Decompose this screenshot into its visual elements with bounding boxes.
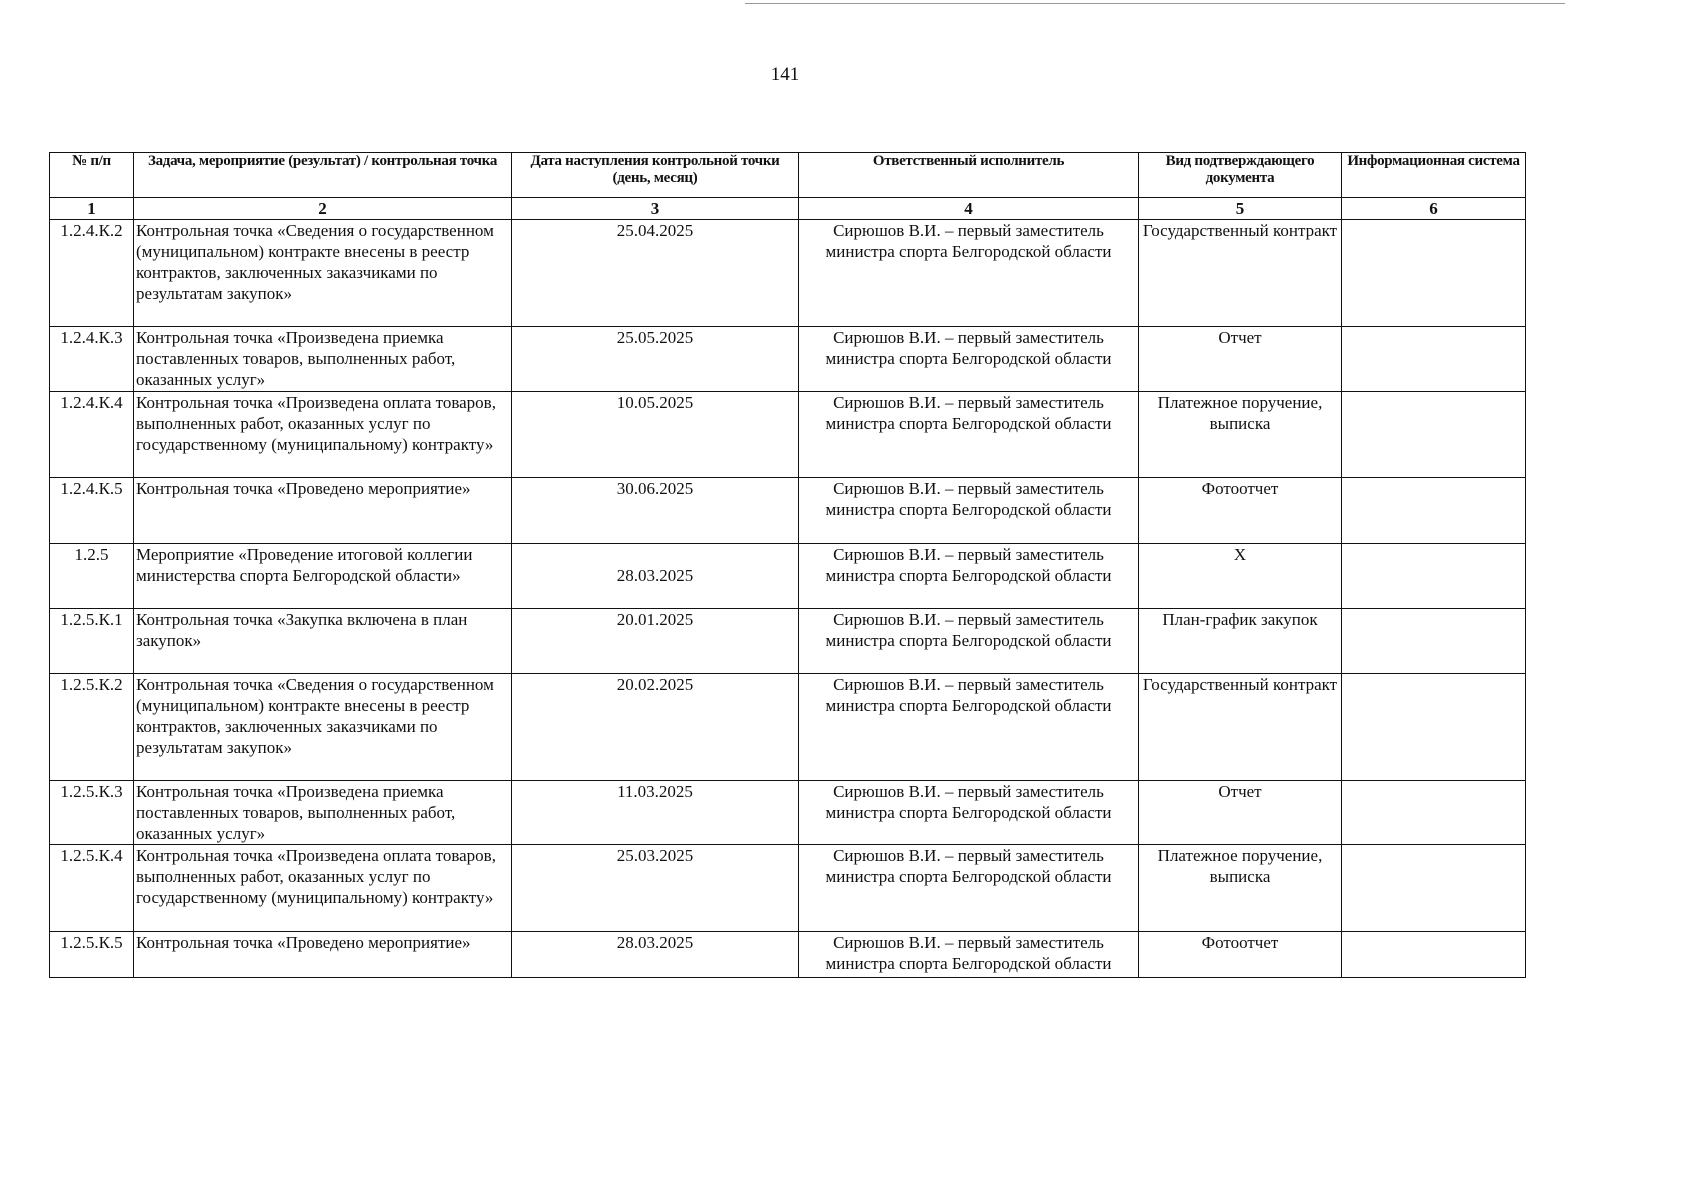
table-row bbox=[50, 478, 1526, 544]
row-responsible: Сирюшов В.И. – первый заместитель министра спорта Белгородской области bbox=[799, 327, 1139, 392]
row-task: Контрольная точка «Проведено мероприятие» bbox=[134, 478, 512, 544]
row-date: 10.05.2025 bbox=[512, 392, 799, 478]
row-document: Платежное поручение, выписка bbox=[1139, 845, 1342, 932]
row-responsible: Сирюшов В.И. – первый заместитель министра спорта Белгородской области bbox=[799, 220, 1139, 327]
page-number: 141 bbox=[770, 64, 800, 85]
row-number: 1.2.5.К.1 bbox=[50, 609, 134, 674]
row-system bbox=[1342, 392, 1526, 478]
top-edge-rule bbox=[745, 3, 1565, 4]
table-row bbox=[50, 609, 1526, 674]
row-task: Мероприятие «Проведение итоговой коллегии министерства спорта Белгородской области» bbox=[134, 544, 512, 609]
row-responsible: Сирюшов В.И. – первый заместитель министра спорта Белгородской области bbox=[799, 781, 1139, 845]
row-task: Контрольная точка «Сведения о государственном (муниципальном) контракте внесены в реестр контрактов, заключенных заказчиками по результатам закупок» bbox=[134, 674, 512, 781]
header-system: Информационная система bbox=[1342, 153, 1526, 198]
row-system bbox=[1342, 674, 1526, 781]
row-task: Контрольная точка «Произведена оплата товаров, выполненных работ, оказанных услуг по государственному (муниципальному) контракту» bbox=[134, 392, 512, 478]
row-responsible: Сирюшов В.И. – первый заместитель министра спорта Белгородской области bbox=[799, 392, 1139, 478]
row-date: 28.03.2025 bbox=[616, 566, 694, 585]
row-system bbox=[1342, 609, 1526, 674]
header-number: № п/п bbox=[50, 153, 134, 198]
table-row bbox=[50, 220, 1526, 327]
row-document: Отчет bbox=[1139, 781, 1342, 845]
column-number: 2 bbox=[134, 198, 512, 220]
table-row bbox=[50, 845, 1526, 932]
row-responsible: Сирюшов В.И. – первый заместитель министра спорта Белгородской области bbox=[799, 674, 1139, 781]
header-date: Дата наступления контрольной точки (день, месяц) bbox=[512, 153, 799, 198]
row-task: Контрольная точка «Сведения о государственном (муниципальном) контракте внесены в реестр контрактов, заключенных заказчиками по результатам закупок» bbox=[134, 220, 512, 327]
row-document: Платежное поручение, выписка bbox=[1139, 392, 1342, 478]
row-document: Государственный контракт bbox=[1139, 674, 1342, 781]
table-row bbox=[50, 327, 1526, 392]
row-document: Х bbox=[1139, 544, 1342, 609]
row-number: 1.2.4.К.4 bbox=[50, 392, 134, 478]
row-date: 25.05.2025 bbox=[512, 327, 799, 392]
row-number: 1.2.4.К.2 bbox=[50, 220, 134, 327]
row-date: 28.03.2025 bbox=[512, 932, 799, 978]
row-date: 25.04.2025 bbox=[512, 220, 799, 327]
row-responsible: Сирюшов В.И. – первый заместитель министра спорта Белгородской области bbox=[799, 544, 1139, 609]
row-date-cell bbox=[512, 544, 799, 609]
row-number: 1.2.4.К.3 bbox=[50, 327, 134, 392]
row-date: 30.06.2025 bbox=[512, 478, 799, 544]
row-task: Контрольная точка «Проведено мероприятие» bbox=[134, 932, 512, 978]
table-row bbox=[50, 544, 1526, 609]
header-document: Вид подтверждающего документа bbox=[1139, 153, 1342, 198]
column-number: 6 bbox=[1342, 198, 1526, 220]
row-document: Фотоотчет bbox=[1139, 932, 1342, 978]
control-points-table bbox=[49, 152, 1526, 978]
table-row bbox=[50, 932, 1526, 978]
row-document: План-график закупок bbox=[1139, 609, 1342, 674]
row-system bbox=[1342, 478, 1526, 544]
row-system bbox=[1342, 327, 1526, 392]
row-number: 1.2.5.К.4 bbox=[50, 845, 134, 932]
row-number: 1.2.4.К.5 bbox=[50, 478, 134, 544]
table-row bbox=[50, 781, 1526, 845]
header-responsible: Ответственный исполнитель bbox=[799, 153, 1139, 198]
row-system bbox=[1342, 544, 1526, 609]
row-date: 11.03.2025 bbox=[512, 781, 799, 845]
row-system bbox=[1342, 220, 1526, 327]
column-number: 1 bbox=[50, 198, 134, 220]
row-responsible: Сирюшов В.И. – первый заместитель министра спорта Белгородской области bbox=[799, 609, 1139, 674]
table-row bbox=[50, 392, 1526, 478]
row-date: 20.02.2025 bbox=[512, 674, 799, 781]
row-document: Фотоотчет bbox=[1139, 478, 1342, 544]
row-number: 1.2.5.К.5 bbox=[50, 932, 134, 978]
row-system bbox=[1342, 932, 1526, 978]
row-number: 1.2.5.К.2 bbox=[50, 674, 134, 781]
row-task: Контрольная точка «Закупка включена в план закупок» bbox=[134, 609, 512, 674]
row-date: 25.03.2025 bbox=[512, 845, 799, 932]
row-system bbox=[1342, 781, 1526, 845]
table-row bbox=[50, 674, 1526, 781]
row-document: Отчет bbox=[1139, 327, 1342, 392]
row-responsible: Сирюшов В.И. – первый заместитель министра спорта Белгородской области bbox=[799, 478, 1139, 544]
row-responsible: Сирюшов В.И. – первый заместитель министра спорта Белгородской области bbox=[799, 845, 1139, 932]
column-number: 5 bbox=[1139, 198, 1342, 220]
row-task: Контрольная точка «Произведена оплата товаров, выполненных работ, оказанных услуг по государственному (муниципальному) контракту» bbox=[134, 845, 512, 932]
header-row bbox=[50, 153, 1526, 198]
column-number: 3 bbox=[512, 198, 799, 220]
header-task: Задача, мероприятие (результат) / контрольная точка bbox=[134, 153, 512, 198]
row-number: 1.2.5 bbox=[50, 544, 134, 609]
column-number: 4 bbox=[799, 198, 1139, 220]
row-task: Контрольная точка «Произведена приемка поставленных товаров, выполненных работ, оказанных услуг» bbox=[134, 327, 512, 392]
row-document: Государственный контракт bbox=[1139, 220, 1342, 327]
row-task: Контрольная точка «Произведена приемка поставленных товаров, выполненных работ, оказанных услуг» bbox=[134, 781, 512, 845]
row-system bbox=[1342, 845, 1526, 932]
row-date: 20.01.2025 bbox=[512, 609, 799, 674]
column-number-row bbox=[50, 198, 1526, 220]
row-number: 1.2.5.К.3 bbox=[50, 781, 134, 845]
row-responsible: Сирюшов В.И. – первый заместитель министра спорта Белгородской области bbox=[799, 932, 1139, 978]
